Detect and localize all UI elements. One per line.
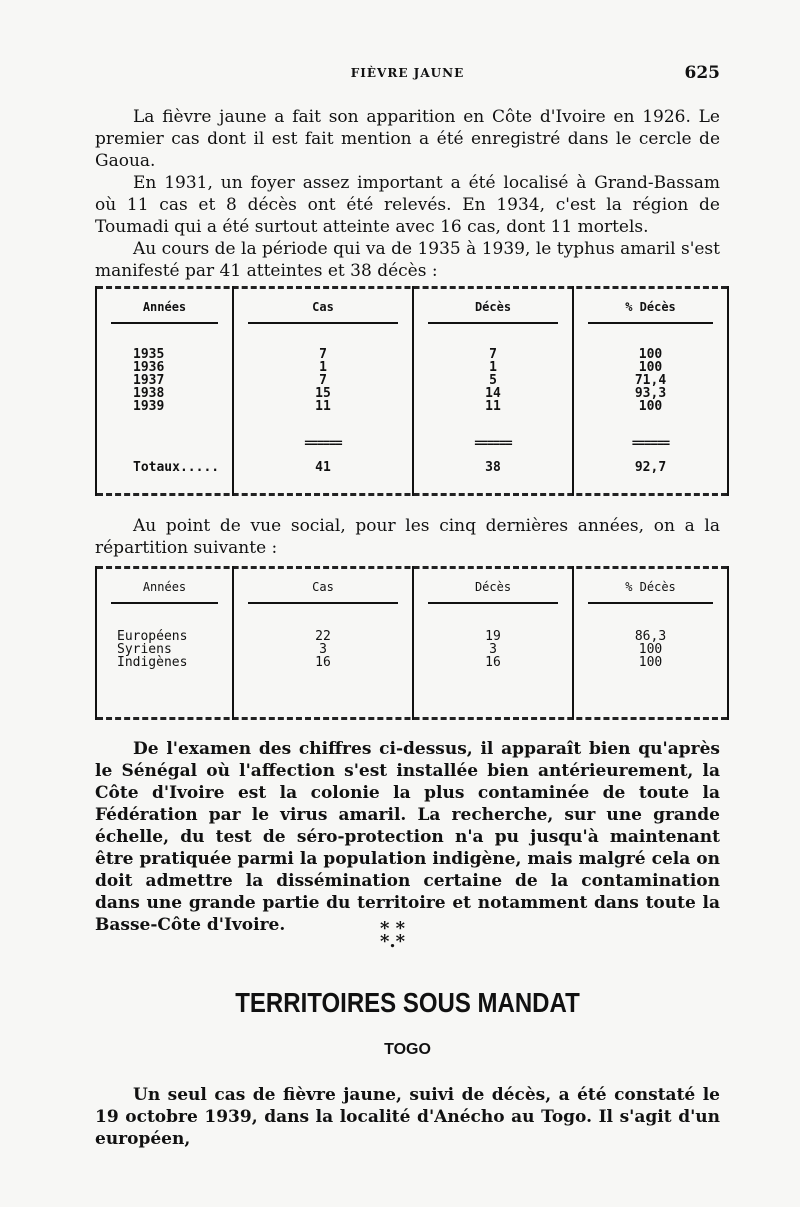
paragraph-3: Au cours de la période qui va de 1935 à 1939, le typhus amaril s'est manifesté par 41 atteintes et 38 décès : bbox=[95, 239, 720, 281]
paragraph-5: De l'examen des chiffres ci-dessus, il apparaît bien qu'après le Sénégal où l'affection s'est installée bien antérieurement, la Côte d'Ivoire est la colonie la plus contaminée de toute la Fédération par le virus amaril. La recherche, sur une grande échelle, du test de séro-protection n'a pu jusqu'à maintenant être pratiquée parmi la population indigène, mais malgré cela on doit admettre la dissémination certaine de la contamination dans une grande partie du territoire et notamment dans toute la Basse-Côte d'Ivoire. bbox=[95, 739, 720, 935]
pct-cell: 86,3 bbox=[634, 629, 667, 644]
header-pct: % Décès bbox=[625, 580, 676, 594]
pct-cell: 100 bbox=[638, 399, 663, 414]
group-cell: Européens bbox=[117, 629, 188, 644]
header-cas: Cas bbox=[312, 300, 334, 314]
section-title: TERRITOIRES SOUS MANDAT bbox=[235, 987, 580, 1019]
running-title: FIÈVRE JAUNE bbox=[350, 66, 465, 80]
header-years: Années bbox=[142, 580, 187, 594]
paragraph-4: Au point de vue social, pour les cinq dernières années, on a la répartition suivante : bbox=[95, 516, 720, 558]
deces-cell: 16 bbox=[485, 655, 501, 670]
column-groups bbox=[97, 566, 232, 720]
paragraph-1: La fièvre jaune a fait son apparition en Côte d'Ivoire en 1926. Le premier cas dont il est fait mention a été enregistré dans le cercle de Gaoua. bbox=[95, 107, 720, 171]
deces-cell: 1 bbox=[489, 360, 497, 375]
header-rule bbox=[248, 322, 398, 324]
header-deces: Décès bbox=[474, 300, 512, 314]
subsection-title: TOGO bbox=[384, 1041, 431, 1058]
total-separator: ====== bbox=[474, 436, 512, 450]
column-years bbox=[97, 286, 232, 496]
column-deces bbox=[414, 566, 572, 720]
pct-cell: 100 bbox=[638, 655, 663, 670]
year-cell: 1939 bbox=[133, 399, 165, 414]
cas-cell: 15 bbox=[315, 386, 331, 401]
deces-cell: 14 bbox=[485, 386, 501, 401]
header-rule bbox=[111, 322, 218, 324]
total-cas: 41 bbox=[315, 460, 331, 475]
total-separator: ====== bbox=[631, 436, 670, 450]
pct-cell: 100 bbox=[638, 642, 663, 657]
cas-cell: 22 bbox=[315, 629, 331, 644]
header-pct: % Décès bbox=[625, 300, 676, 314]
page-number: 625 bbox=[684, 63, 720, 83]
year-cell: 1935 bbox=[133, 347, 165, 362]
total-pct: 92,7 bbox=[634, 460, 667, 475]
deces-cell: 11 bbox=[485, 399, 501, 414]
header-deces: Décès bbox=[474, 580, 512, 594]
running-head bbox=[95, 63, 720, 86]
header-rule bbox=[428, 322, 558, 324]
cas-cell: 7 bbox=[319, 347, 327, 362]
pct-cell: 100 bbox=[638, 360, 663, 375]
deces-cell: 7 bbox=[489, 347, 497, 362]
deces-cell: 19 bbox=[485, 629, 501, 644]
year-cell: 1938 bbox=[133, 386, 165, 401]
year-cell: 1937 bbox=[133, 373, 165, 388]
header-rule bbox=[588, 602, 713, 604]
cas-cell: 11 bbox=[315, 399, 331, 414]
pct-cell: 71,4 bbox=[634, 373, 667, 388]
header-rule bbox=[111, 602, 218, 604]
pct-cell: 93,3 bbox=[634, 386, 667, 401]
header-years: Années bbox=[142, 300, 187, 314]
pct-cell: 100 bbox=[638, 347, 663, 362]
table-yearly-cases bbox=[95, 286, 729, 496]
paragraph-6: Un seul cas de fièvre jaune, suivi de décès, a été constaté le 19 octobre 1939, dans la localité d'Anécho au Togo. Il s'agit d'un européen, bbox=[95, 1085, 720, 1149]
section-ornament: * * *.* bbox=[380, 918, 406, 952]
deces-cell: 5 bbox=[489, 373, 497, 388]
header-rule bbox=[248, 602, 398, 604]
cas-cell: 16 bbox=[315, 655, 331, 670]
column-pct bbox=[574, 566, 727, 720]
total-separator: ====== bbox=[304, 436, 342, 450]
header-rule bbox=[588, 322, 713, 324]
totals-label: Totaux..... bbox=[133, 460, 220, 475]
cas-cell: 1 bbox=[319, 360, 327, 375]
cas-cell: 7 bbox=[319, 373, 327, 388]
total-deces: 38 bbox=[485, 460, 501, 475]
header-cas: Cas bbox=[312, 580, 334, 594]
table-social-distribution bbox=[95, 566, 729, 720]
group-cell: Indigènes bbox=[117, 655, 188, 670]
year-cell: 1936 bbox=[133, 360, 165, 375]
cas-cell: 3 bbox=[319, 642, 327, 657]
column-pct bbox=[574, 286, 727, 496]
paragraph-2: En 1931, un foyer assez important a été localisé à Grand-Bassam où 11 cas et 8 décès ont été relevés. En 1934, c'est la région de Toumadi qui a été surtout atteinte avec 16 cas, dont 11 mortels. bbox=[95, 173, 720, 237]
group-cell: Syriens bbox=[117, 642, 172, 657]
deces-cell: 3 bbox=[489, 642, 497, 657]
column-deces bbox=[414, 286, 572, 496]
header-rule bbox=[428, 602, 558, 604]
column-cas bbox=[234, 286, 412, 496]
column-cas bbox=[234, 566, 412, 720]
